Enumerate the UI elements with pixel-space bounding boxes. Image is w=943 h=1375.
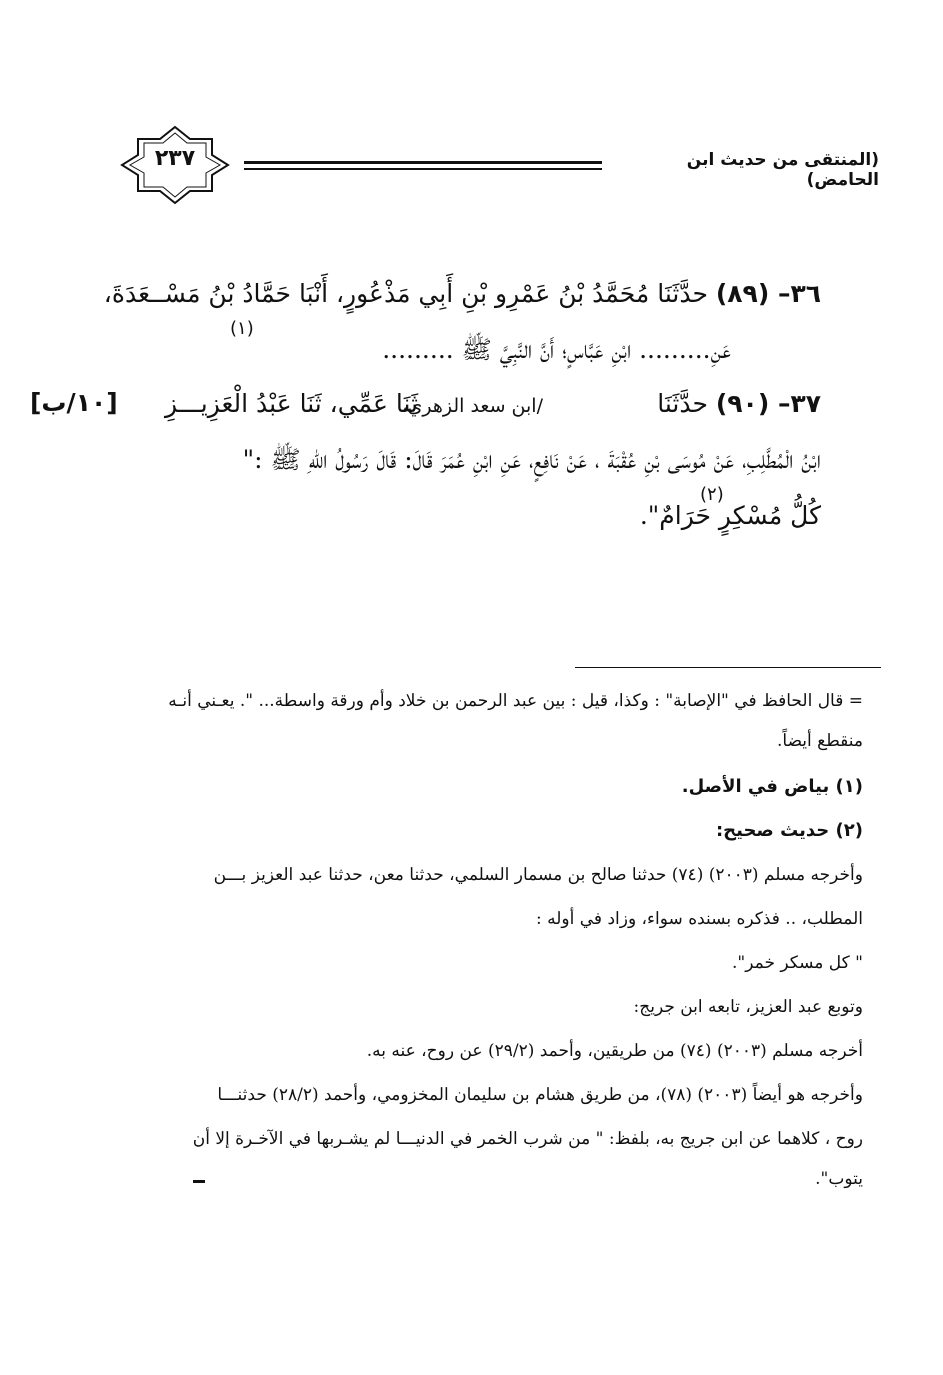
running-header-title: (المنتقى من حديث ابن الحامض) [686, 150, 879, 190]
footnote-2-line: المطلب، .. فذكره بسنده سواء، وزاد في أوله : [535, 909, 863, 929]
footnote-2-line: " كل مسكر خمر". [732, 953, 863, 973]
hadith-36-line-1 [103, 274, 821, 314]
footnote-continuation-line-2: منقطع أيضاً. [776, 731, 863, 751]
header-rule-thin [244, 168, 602, 170]
hadith-37-text-start: حدَّثَنَا [657, 389, 708, 418]
footnote-2-marker: (٢) [700, 484, 724, 505]
footnote-1: (١) بياض في الأصل. [681, 776, 863, 797]
hadith-37-number: ٣٧– (٩٠) [715, 389, 821, 418]
header-rule-thick [244, 161, 602, 164]
page-number: ٢٣٧ [154, 146, 196, 171]
footnote-separator [575, 667, 881, 668]
folio-reference: [١٠/ب] [30, 388, 118, 417]
hadith-37-line-2: ابْنُ الْمُطَّلِبِ، عَنْ مُوسَى بْنِ عُقْبَةَ ، عَنْ نَافِعٍ، عَنِ ابْنِ عُمَرَ قَالَ: قَالَ رَسُولُ اللهِ ﷺ :" [242, 445, 821, 474]
footnote-2-line: أخرجه مسلم (٢٠٠٣) (٧٤) من طريقين، وأحمد (٢٩/٢) عن روح، عنه به. [366, 1041, 863, 1061]
footnote-continuation-line-1: = قال الحافظ في "الإصابة" : وكذا، قيل : بين عبد الرحمن بن خلاد وأم ورقة واسطة... ". يعـني أنـه [168, 691, 863, 711]
hadith-37-line-1-start [641, 384, 821, 424]
hadith-37-text-end: ثَنَا عَمِّي، ثَنَا عَبْدُ الْعَزِيـــزِ [164, 389, 418, 418]
footnote-2-line: وأخرجه هو أيضاً (٢٠٠٣) (٧٨)، من طريق هشام بن سليمان المخزومي، وأحمد (٢٨/٢) حدثنـــا [217, 1085, 863, 1105]
footnote-2-heading: (٢) حديث صحيح: [715, 820, 863, 841]
hadith-36-number: ٣٦– (٨٩) [715, 279, 821, 308]
footnote-2-line: وتوبع عبد العزيز، تابعه ابن جريج: [633, 997, 863, 1017]
hadith-37-gap-annotation: /ابن سعد الزهري، [401, 395, 543, 417]
hadith-36-line-2: عَنِ......... ابْنِ عَبَّاسٍ؛ أَنَّ النَّبِيَّ ﷺ ......... [382, 335, 731, 364]
hadith-37-line-3: كُلُّ مُسْكِرٍ حَرَامٌ". [639, 501, 821, 530]
footnote-2-line: روح ، كلاهما عن ابن جريج به، بلفظ: " من شرب الخمر في الدنيـــا لم يشـربها في الآخـرة إلا أن [192, 1129, 863, 1149]
footnote-2-line: وأخرجه مسلم (٢٠٠٣) (٧٤) حدثنا صالح بن مسمار السلمي، حدثنا معن، حدثنا عبد العزيز بـــن [213, 865, 863, 885]
footnote-2-line: يتوب". [815, 1169, 863, 1189]
continuation-mark [193, 1180, 205, 1183]
hadith-36-text-1: حدَّثَنَا مُحَمَّدُ بْنُ عَمْرِو بْنِ أَبِي مَذْعُورٍ، أَنْبَا حَمَّادُ بْنُ مَسْــعَدَةَ، [103, 279, 708, 308]
footnote-1-marker: (١) [230, 318, 254, 339]
